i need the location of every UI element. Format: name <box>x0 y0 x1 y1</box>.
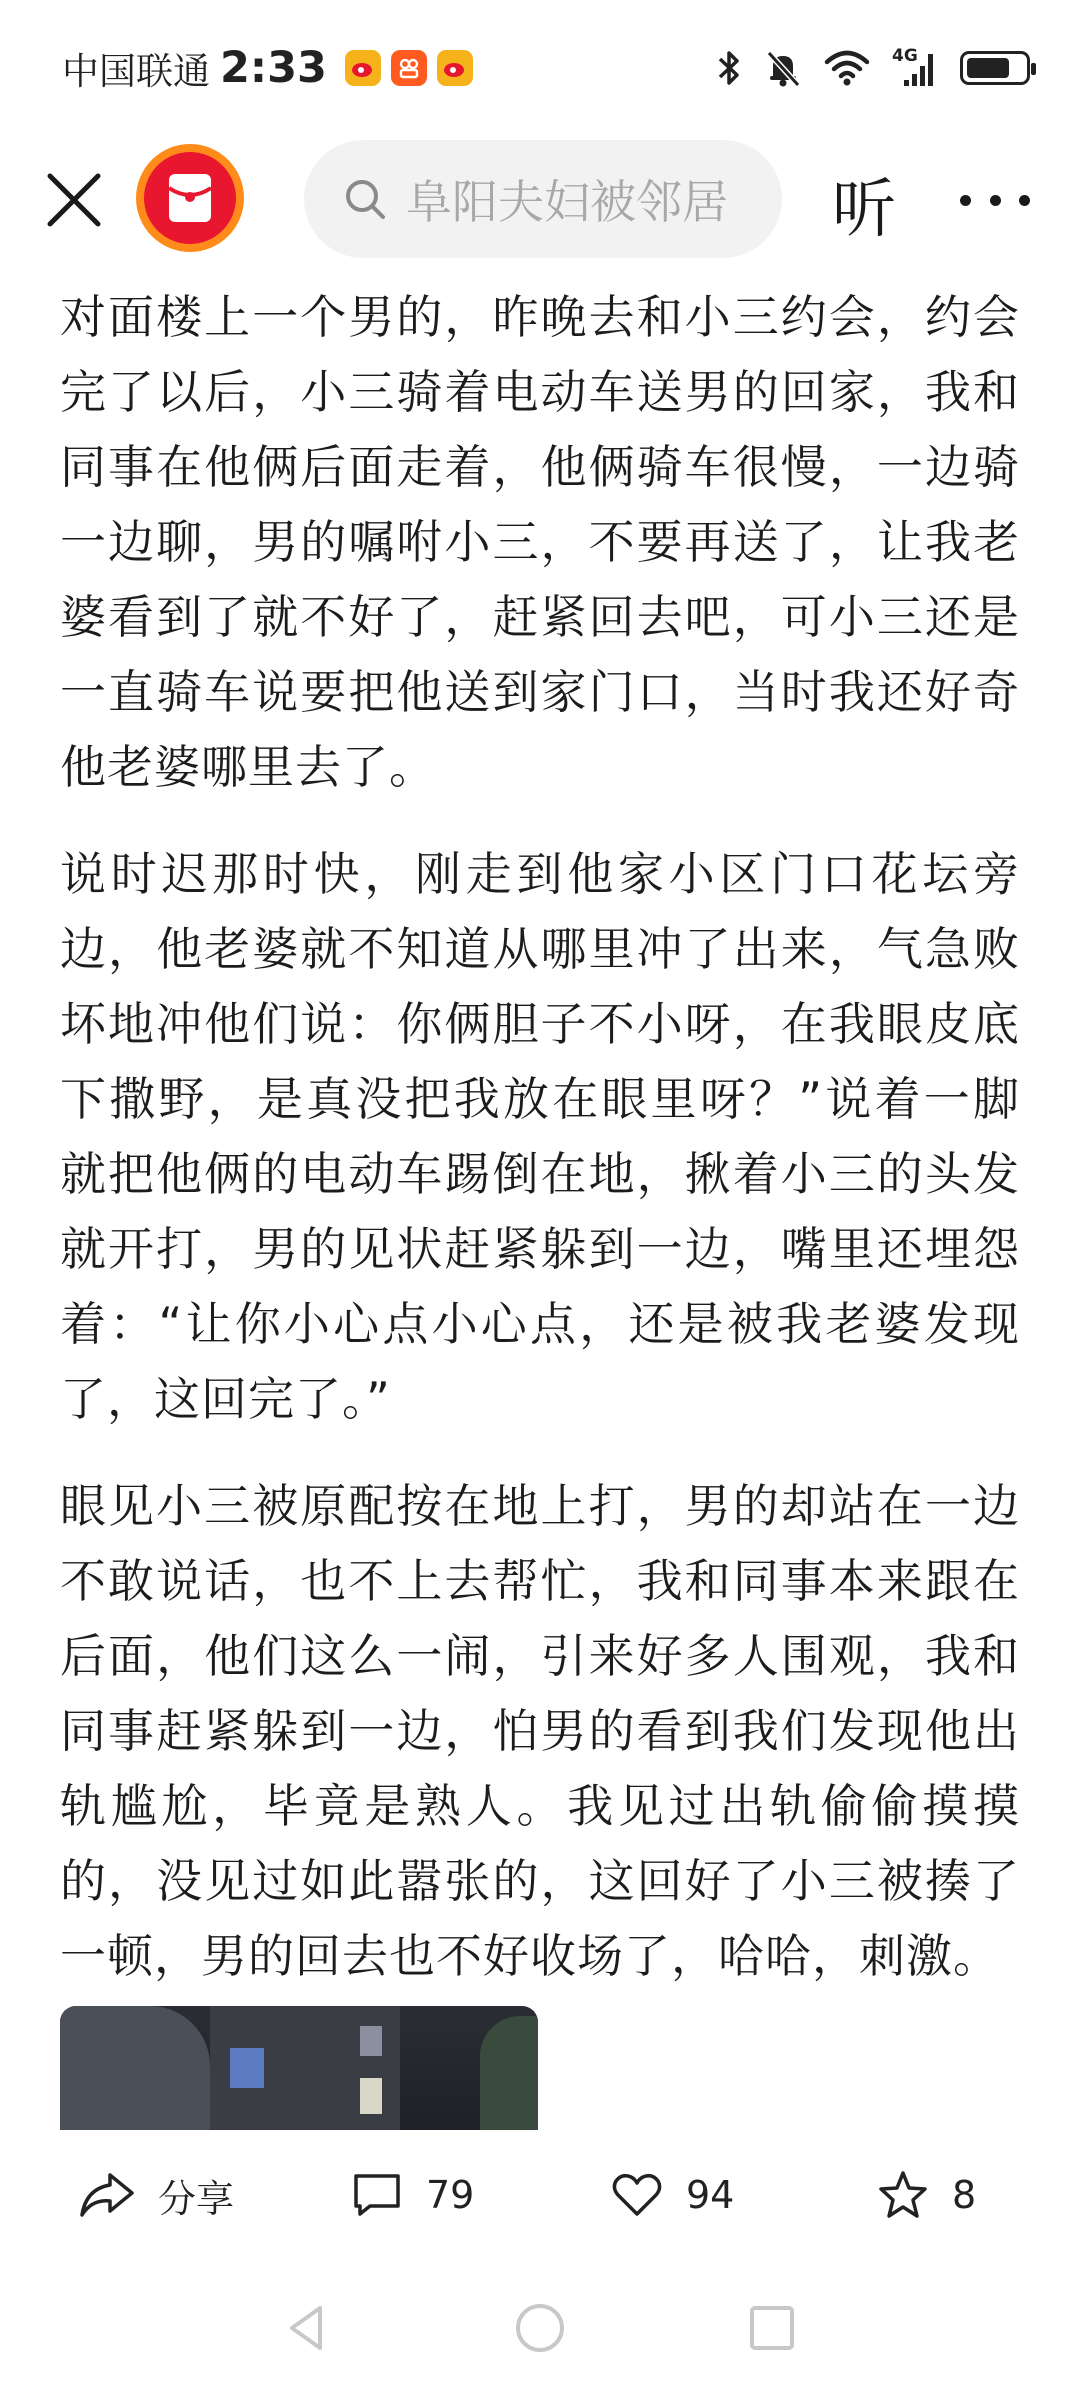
home-nav-icon[interactable] <box>510 2298 570 2358</box>
system-nav-bar <box>0 2270 1080 2388</box>
recents-nav-icon[interactable] <box>742 2298 802 2358</box>
battery-icon <box>960 51 1030 85</box>
avatar[interactable] <box>136 144 244 252</box>
bluetooth-icon <box>716 48 742 88</box>
article-image[interactable] <box>60 2006 538 2130</box>
article-paragraph-3: 眼见小三被原配按在地上打，男的却站在一边不敢说话，也不上去帮忙，我和同事本来跟在后面，他们这么一闹，引来好多人围观，我和同事赶紧躲到一边，怕男的看到我们发现他出轨尴尬，毕竟是熟人。我见过出轨偷偷摸摸的，没见过如此嚣张的，这回好了小三被揍了一顿，男的回去也不好收场了，哈哈，刺激。 <box>60 1479 1020 1983</box>
clock: 2:33 <box>220 43 327 93</box>
star-icon <box>876 2169 930 2221</box>
cellular-signal-icon <box>892 48 938 88</box>
listen-button[interactable]: 听 <box>832 173 896 247</box>
search-input[interactable] <box>304 140 782 258</box>
search-icon <box>342 176 388 222</box>
image-window <box>360 2026 382 2056</box>
status-right <box>716 40 1030 96</box>
more-dot-icon <box>990 195 1001 206</box>
share-icon <box>78 2169 136 2221</box>
like-button[interactable] <box>610 2130 734 2260</box>
close-icon <box>40 166 108 234</box>
wifi-icon <box>824 50 870 86</box>
article-body <box>60 280 1020 2026</box>
weibo-notification-icon-2 <box>437 50 473 86</box>
top-bar <box>0 140 1080 260</box>
more-dot-icon <box>960 195 971 206</box>
article-paragraph-1: 对面楼上一个男的，昨晚去和小三约会，约会完了以后，小三骑着电动车送男的回家，我和同事在他俩后面走着，他俩骑车很慢，一边骑一边聊，男的嘱咐小三，不要再送了，让我老婆看到了就不好了，赶紧回去吧，可小三还是一直骑车说要把他送到家门口，当时我还好奇他老婆哪里去了。 <box>60 290 1020 794</box>
weibo-notification-icon <box>345 50 381 86</box>
comment-count: 79 <box>426 2173 475 2217</box>
more-options-button[interactable] <box>960 170 1030 230</box>
network-type-label: 4G <box>892 46 918 66</box>
favorite-count: 8 <box>952 2173 977 2217</box>
image-window <box>230 2048 264 2088</box>
status-left <box>62 40 473 96</box>
status-bar <box>0 0 1080 130</box>
heart-icon <box>610 2170 664 2220</box>
image-tree <box>60 2006 210 2130</box>
share-button[interactable] <box>78 2130 234 2260</box>
action-bar <box>0 2130 1080 2260</box>
comment-button[interactable] <box>350 2130 474 2260</box>
favorite-button[interactable] <box>876 2130 976 2260</box>
app-notification-icon <box>391 50 427 86</box>
article-paragraph-2: 说时迟那时快，刚走到他家小区门口花坛旁边，他老婆就不知道从哪里冲了出来，气急败坏地冲他们说：你俩胆子不小呀，在我眼皮底下撒野，是真没把我放在眼里呀？”说着一脚就把他俩的电动车踢倒在地，揪着小三的头发就开打，男的见状赶紧躲到一边，嘴里还埋怨着：“让你小心点小心点，还是被我老婆发现了，这回完了。” <box>60 847 1020 1426</box>
back-nav-icon[interactable] <box>278 2298 338 2358</box>
carrier-label: 中国联通 <box>62 50 210 93</box>
search-placeholder: 阜阳夫妇被邻居 <box>406 175 728 229</box>
image-window <box>360 2078 382 2114</box>
image-tree <box>480 2016 538 2130</box>
like-count: 94 <box>686 2173 735 2217</box>
close-button[interactable] <box>40 166 108 234</box>
comment-icon <box>350 2170 404 2220</box>
mute-bell-icon <box>764 48 802 88</box>
red-envelope-icon <box>144 152 236 244</box>
more-dot-icon <box>1019 195 1030 206</box>
share-label: 分享 <box>158 2176 235 2221</box>
